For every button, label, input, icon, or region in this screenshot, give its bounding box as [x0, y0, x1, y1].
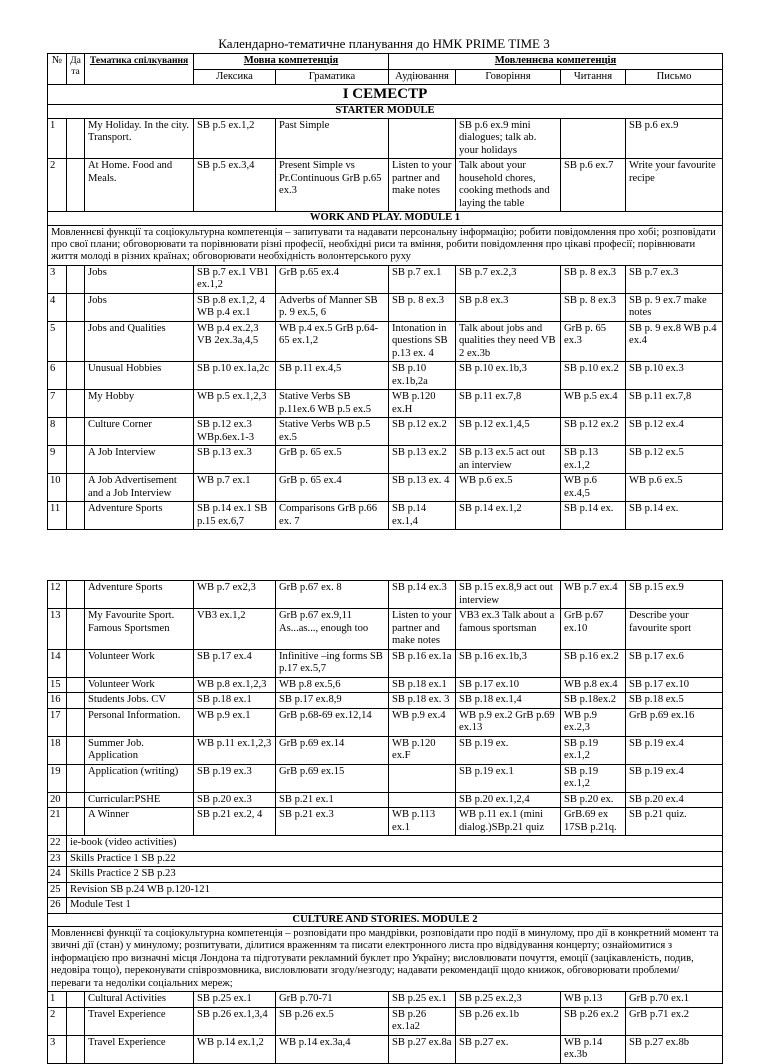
lexis-cell: WB p.7 ex.1: [194, 474, 276, 502]
topic-cell: Adventure Sports: [85, 581, 194, 609]
listening-cell: SB p.14 ex.1,4: [389, 502, 456, 530]
lexis-cell: SB p.14 ex.1 SB p.15 ex.6,7: [194, 502, 276, 530]
speaking-cell: SB p.26 ex.1b: [456, 1007, 561, 1035]
row-number: 3: [48, 265, 67, 293]
span-activity-cell: Skills Practice 1 SB p.22: [67, 851, 723, 867]
date-cell: [67, 792, 85, 808]
row-number: 24: [48, 867, 67, 883]
planning-table-page-2: [47, 580, 723, 1064]
header-speaking: Говоріння: [456, 69, 561, 85]
table-row: [48, 992, 723, 1008]
listening-cell: SB p.12 ex.2: [389, 418, 456, 446]
table-row: [48, 159, 723, 212]
date-cell: [67, 390, 85, 418]
reading-cell: SB p.26 ex.2: [561, 1007, 626, 1035]
listening-cell: Listen to your partner and make notes: [389, 159, 456, 212]
lexis-cell: SB p.5 ex.3,4: [194, 159, 276, 212]
topic-cell: Volunteer Work: [85, 677, 194, 693]
writing-cell: SB p.12 ex.4: [626, 418, 723, 446]
writing-cell: Write your favourite recipe: [626, 159, 723, 212]
writing-cell: SB p. 9 ex.8 WB p.4 ex.4: [626, 321, 723, 362]
reading-cell: SB p.14 ex.: [561, 502, 626, 530]
lexis-cell: SB p.8 ex.1,2, 4 WB p.4 ex.1: [194, 293, 276, 321]
module1-functions: Мовленнєві функції та соціокультурна компетенція – запитувати та надавати персональну інформацію; робити повідомлення про хобі; розповідати про свої плани; обговорювати та порівнювати різні професії, необхідні риси та вміння, робити повідомлення про цікаві професії; порівнювати життя молоді в різних країнах; обговорювати необхідність волонтерського руху: [48, 225, 723, 265]
document-title: Календарно-тематичне планування до НМК PRIME TIME 3: [218, 36, 550, 51]
table-row: [48, 581, 723, 609]
span-activity-cell: ie-book (video activities): [67, 836, 723, 852]
row-number: 2: [48, 1007, 67, 1035]
listening-cell: SB p. 8 ex.3: [389, 293, 456, 321]
writing-cell: GrB p.71 ex.2: [626, 1007, 723, 1035]
speaking-cell: Talk about your household chores, cooking methods and laying the table: [456, 159, 561, 212]
speaking-cell: SB p.14 ex.1,2: [456, 502, 561, 530]
table-row: [48, 1035, 723, 1063]
writing-cell: GrB p.70 ex.1: [626, 992, 723, 1008]
speaking-cell: SB p.17 ex.10: [456, 677, 561, 693]
reading-cell: WB p.14 ex.3b: [561, 1035, 626, 1063]
writing-cell: SB p.6 ex.9: [626, 118, 723, 159]
listening-cell: WB p.120 ex.F: [389, 736, 456, 764]
lexis-cell: VB3 ex.1,2: [194, 609, 276, 650]
topic-cell: Students Jobs. CV: [85, 693, 194, 709]
lexis-cell: SB p.21 ex.2, 4: [194, 808, 276, 836]
reading-cell: GrB p.67 ex.10: [561, 609, 626, 650]
topic-cell: My Holiday. In the city. Transport.: [85, 118, 194, 159]
date-cell: [67, 581, 85, 609]
writing-cell: SB p.10 ex.3: [626, 362, 723, 390]
grammar-cell: Adverbs of Manner SB p. 9 ex.5, 6: [276, 293, 389, 321]
date-cell: [67, 764, 85, 792]
speaking-cell: WB p.9 ex.2 GrB p.69 ex.13: [456, 708, 561, 736]
grammar-cell: GrB p. 65 ex.5: [276, 446, 389, 474]
grammar-cell: Infinitive –ing forms SB p.17 ex.5,7: [276, 649, 389, 677]
lexis-cell: SB p.13 ex.3: [194, 446, 276, 474]
speaking-cell: SB p.27 ex.: [456, 1035, 561, 1063]
reading-cell: SB p.19 ex.1,2: [561, 764, 626, 792]
writing-cell: SB p.21 quiz.: [626, 808, 723, 836]
row-number: 5: [48, 321, 67, 362]
row-number: 18: [48, 736, 67, 764]
date-cell: [67, 159, 85, 212]
topic-cell: Curricular:PSHE: [85, 792, 194, 808]
date-cell: [67, 118, 85, 159]
table-row: [48, 118, 723, 159]
planning-table-page-1: [47, 53, 723, 530]
speaking-cell: SB p.10 ex.1b,3: [456, 362, 561, 390]
speaking-cell: SB p.15 ex.8,9 act out interview: [456, 581, 561, 609]
listening-cell: SB p.10 ex.1b,2a: [389, 362, 456, 390]
topic-cell: Culture Corner: [85, 418, 194, 446]
speaking-cell: SB p.16 ex.1b,3: [456, 649, 561, 677]
speaking-cell: SB p.11 ex.7,8: [456, 390, 561, 418]
writing-cell: Describe your favourite sport: [626, 609, 723, 650]
lexis-cell: SB p.17 ex.4: [194, 649, 276, 677]
listening-cell: WB p.120 ex.H: [389, 390, 456, 418]
topic-cell: A Job Interview: [85, 446, 194, 474]
topic-cell: At Home. Food and Meals.: [85, 159, 194, 212]
speaking-cell: VB3 ex.3 Talk about a famous sportsman: [456, 609, 561, 650]
listening-cell: SB p.26 ex.1a2: [389, 1007, 456, 1035]
row-number: 21: [48, 808, 67, 836]
listening-cell: [389, 792, 456, 808]
module2-title: CULTURE AND STORIES. MODULE 2: [48, 913, 723, 927]
writing-cell: SB p.11 ex.7,8: [626, 390, 723, 418]
reading-cell: WB p.5 ex.4: [561, 390, 626, 418]
table-row: [48, 265, 723, 293]
listening-cell: SB p.27 ex.8a: [389, 1035, 456, 1063]
date-cell: [67, 808, 85, 836]
row-number: 6: [48, 362, 67, 390]
row-number: 23: [48, 851, 67, 867]
listening-cell: SB p.7 ex.1: [389, 265, 456, 293]
date-cell: [67, 609, 85, 650]
speaking-cell: SB p.8 ex.3: [456, 293, 561, 321]
lexis-cell: WB p.5 ex.1,2,3: [194, 390, 276, 418]
date-cell: [67, 265, 85, 293]
table-row: [48, 836, 723, 852]
date-cell: [67, 474, 85, 502]
reading-cell: GrB p. 65 ex.3: [561, 321, 626, 362]
listening-cell: SB p.25 ex.1: [389, 992, 456, 1008]
module2-title-row: [48, 913, 723, 927]
table-row: [48, 474, 723, 502]
table-row: [48, 693, 723, 709]
reading-cell: WB p.6 ex.4,5: [561, 474, 626, 502]
table-row: [48, 502, 723, 530]
writing-cell: SB p.20 ex.4: [626, 792, 723, 808]
span-activity-cell: Skills Practice 2 SB p.23: [67, 867, 723, 883]
topic-cell: My Favourite Sport. Famous Sportsmen: [85, 609, 194, 650]
header-number: №: [48, 54, 67, 85]
speaking-cell: SB p.12 ex.1,4,5: [456, 418, 561, 446]
date-cell: [67, 708, 85, 736]
grammar-cell: GrB p.70-71: [276, 992, 389, 1008]
grammar-cell: SB p.26 ex.5: [276, 1007, 389, 1035]
grammar-cell: SB p.11 ex.4,5: [276, 362, 389, 390]
table-row: [48, 293, 723, 321]
topic-cell: Travel Experience: [85, 1007, 194, 1035]
table-row: [48, 764, 723, 792]
row-number: 17: [48, 708, 67, 736]
row-number: 26: [48, 898, 67, 914]
date-cell: [67, 362, 85, 390]
reading-cell: SB p.18ex.2: [561, 693, 626, 709]
topic-cell: Jobs and Qualities: [85, 321, 194, 362]
table-row: [48, 808, 723, 836]
topic-cell: Cultural Activities: [85, 992, 194, 1008]
row-number: 1: [48, 992, 67, 1008]
row-number: 2: [48, 159, 67, 212]
header-listening: Аудіювання: [389, 69, 456, 85]
speaking-cell: SB p.13 ex.5 act out an interview: [456, 446, 561, 474]
listening-cell: SB p.18 ex. 3: [389, 693, 456, 709]
listening-cell: SB p.16 ex.1a: [389, 649, 456, 677]
date-cell: [67, 321, 85, 362]
date-cell: [67, 992, 85, 1008]
listening-cell: WB p.113 ex.1: [389, 808, 456, 836]
listening-cell: Intonation in questions SB p.13 ex. 4: [389, 321, 456, 362]
row-number: 8: [48, 418, 67, 446]
grammar-cell: SB p.21 ex.3: [276, 808, 389, 836]
header-date: Да та: [67, 54, 85, 85]
topic-cell: Personal Information.: [85, 708, 194, 736]
writing-cell: GrB p.69 ex.16: [626, 708, 723, 736]
writing-cell: SB p.27 ex.8b: [626, 1035, 723, 1063]
table-row: [48, 867, 723, 883]
header-speech-competence: Мовленнєва компетенція: [389, 54, 723, 70]
writing-cell: SB p.18 ex.5: [626, 693, 723, 709]
header-row-1: [48, 54, 723, 70]
header-topic: Тематика спілкування: [85, 54, 194, 85]
table-row: [48, 898, 723, 914]
table-row: [48, 390, 723, 418]
lexis-cell: WB p.14 ex.1,2: [194, 1035, 276, 1063]
table-row: [48, 677, 723, 693]
starter-module-title-row: [48, 105, 723, 119]
grammar-cell: GrB p.69 ex.15: [276, 764, 389, 792]
row-number: 3: [48, 1035, 67, 1063]
module1-title-row: [48, 212, 723, 226]
lexis-cell: WB p.8 ex.1,2,3: [194, 677, 276, 693]
grammar-cell: GrB p.68-69 ex.12,14: [276, 708, 389, 736]
writing-cell: SB p.7 ex.3: [626, 265, 723, 293]
date-cell: [67, 1035, 85, 1063]
reading-cell: WB p.8 ex.4: [561, 677, 626, 693]
grammar-cell: WB p.4 ex.5 GrB p.64-65 ex.1,2: [276, 321, 389, 362]
listening-cell: SB p.13 ex. 4: [389, 474, 456, 502]
grammar-cell: WB p.14 ex.3a,4: [276, 1035, 389, 1063]
grammar-cell: GrB p.67 ex.9,11 As...as..., enough too: [276, 609, 389, 650]
lexis-cell: SB p.19 ex.3: [194, 764, 276, 792]
lexis-cell: SB p.5 ex.1,2: [194, 118, 276, 159]
speaking-cell: SB p.19 ex.1: [456, 764, 561, 792]
listening-cell: WB p.9 ex.4: [389, 708, 456, 736]
reading-cell: SB p.12 ex.2: [561, 418, 626, 446]
writing-cell: SB p.12 ex.5: [626, 446, 723, 474]
listening-cell: [389, 764, 456, 792]
grammar-cell: WB p.8 ex.5,6: [276, 677, 389, 693]
row-number: 14: [48, 649, 67, 677]
topic-cell: Volunteer Work: [85, 649, 194, 677]
speaking-cell: SB p.6 ex.9 mini dialogues; talk ab. your holidays: [456, 118, 561, 159]
semester-title-row: [48, 85, 723, 105]
lexis-cell: WB p.7 ex2,3: [194, 581, 276, 609]
row-number: 9: [48, 446, 67, 474]
header-lexis: Лексика: [194, 69, 276, 85]
table-row: [48, 882, 723, 898]
header-writing: Письмо: [626, 69, 723, 85]
writing-cell: SB p. 9 ex.7 make notes: [626, 293, 723, 321]
table-row: [48, 321, 723, 362]
speaking-cell: SB p.25 ex.2,3: [456, 992, 561, 1008]
speaking-cell: SB p.18 ex.1,4: [456, 693, 561, 709]
topic-cell: A Winner: [85, 808, 194, 836]
lexis-cell: SB p.7 ex.1 VB1 ex.1,2: [194, 265, 276, 293]
date-cell: [67, 293, 85, 321]
topic-cell: Adventure Sports: [85, 502, 194, 530]
table-row: [48, 649, 723, 677]
grammar-cell: SB p.21 ex.1: [276, 792, 389, 808]
speaking-cell: WB p.6 ex.5: [456, 474, 561, 502]
grammar-cell: GrB p.69 ex.14: [276, 736, 389, 764]
reading-cell: [561, 118, 626, 159]
reading-cell: SB p.20 ex.: [561, 792, 626, 808]
reading-cell: WB p.9 ex.2,3: [561, 708, 626, 736]
table-row: [48, 362, 723, 390]
writing-cell: SB p.17 ex.10: [626, 677, 723, 693]
speaking-cell: Talk about jobs and qualities they need VB 2 ex.3b: [456, 321, 561, 362]
row-number: 15: [48, 677, 67, 693]
reading-cell: SB p.19 ex.1,2: [561, 736, 626, 764]
row-number: 22: [48, 836, 67, 852]
topic-cell: Travel Experience: [85, 1035, 194, 1063]
row-number: 10: [48, 474, 67, 502]
module2-functions: Мовленнєві функції та соціокультурна компетенція – розповідати про мандрівки, розповідати про події в минулому, про дії в конкретний момент та звичні дії (стан) у минулому; розпитувати, ділитися враженням та писати електронного листа про відвідування концерту; ознайомитися з інформацією про визначні місця Лондона та підготувати рекламний буклет про Україну; висловлювати почуття, емоції (зацікавленість, подив, недовіра тощо), переконувати співрозмовника, висловлювати згоду/незгоду; надавати рекомендації щодо книжок, обговорювати проблеми/переваги та недоліки соціальних мереж;: [48, 927, 723, 992]
row-number: 19: [48, 764, 67, 792]
topic-cell: Summer Job. Application: [85, 736, 194, 764]
reading-cell: GrB.69 ex 17SB p.21q.: [561, 808, 626, 836]
grammar-cell: Past Simple: [276, 118, 389, 159]
row-number: 12: [48, 581, 67, 609]
module1-functions-row: [48, 225, 723, 265]
reading-cell: SB p.6 ex.7: [561, 159, 626, 212]
lexis-cell: SB p.12 ex.3 WBp.6ex.1-3: [194, 418, 276, 446]
listening-cell: SB p.18 ex.1: [389, 677, 456, 693]
grammar-cell: GrB p.67 ex. 8: [276, 581, 389, 609]
date-cell: [67, 446, 85, 474]
module1-title: WORK AND PLAY. MODULE 1: [48, 212, 723, 226]
grammar-cell: Stative Verbs SB p.11ex.6 WB p.5 ex.5: [276, 390, 389, 418]
listening-cell: SB p.13 ex.2: [389, 446, 456, 474]
grammar-cell: GrB p.65 ex.4: [276, 265, 389, 293]
speaking-cell: SB p.19 ex.: [456, 736, 561, 764]
lexis-cell: SB p.10 ex.1a,2c: [194, 362, 276, 390]
lexis-cell: SB p.18 ex.1: [194, 693, 276, 709]
writing-cell: SB p.19 ex.4: [626, 736, 723, 764]
listening-cell: [389, 118, 456, 159]
date-cell: [67, 736, 85, 764]
starter-module-title: STARTER MODULE: [48, 105, 723, 119]
reading-cell: SB p.10 ex.2: [561, 362, 626, 390]
lexis-cell: WB p.4 ex.2,3 VB 2ex.3a,4,5: [194, 321, 276, 362]
reading-cell: SB p. 8 ex.3: [561, 265, 626, 293]
reading-cell: SB p.13 ex.1,2: [561, 446, 626, 474]
row-number: 1: [48, 118, 67, 159]
table-row: [48, 792, 723, 808]
lexis-cell: WB p.11 ex.1,2,3: [194, 736, 276, 764]
table-row: [48, 851, 723, 867]
writing-cell: SB p.17 ex.6: [626, 649, 723, 677]
row-number: 16: [48, 693, 67, 709]
header-language-competence: Мовна компетенція: [194, 54, 389, 70]
row-number: 20: [48, 792, 67, 808]
date-cell: [67, 693, 85, 709]
span-activity-cell: Module Test 1: [67, 898, 723, 914]
date-cell: [67, 1007, 85, 1035]
topic-cell: My Hobby: [85, 390, 194, 418]
grammar-cell: Comparisons GrB p.66 ex. 7: [276, 502, 389, 530]
header-reading: Читання: [561, 69, 626, 85]
date-cell: [67, 418, 85, 446]
topic-cell: Unusual Hobbies: [85, 362, 194, 390]
grammar-cell: Stative Verbs WB p.5 ex.5: [276, 418, 389, 446]
speaking-cell: WB p.11 ex.1 (mini dialog.)SBp.21 quiz: [456, 808, 561, 836]
lexis-cell: SB p.25 ex.1: [194, 992, 276, 1008]
reading-cell: WB p.13: [561, 992, 626, 1008]
row-number: 25: [48, 882, 67, 898]
row-number: 13: [48, 609, 67, 650]
table-row: [48, 446, 723, 474]
reading-cell: SB p.16 ex.2: [561, 649, 626, 677]
grammar-cell: SB p.17 ex.8,9: [276, 693, 389, 709]
writing-cell: SB p.15 ex.9: [626, 581, 723, 609]
table-row: [48, 609, 723, 650]
topic-cell: A Job Advertisement and a Job Interview: [85, 474, 194, 502]
date-cell: [67, 649, 85, 677]
header-grammar: Граматика: [276, 69, 389, 85]
topic-cell: Jobs: [85, 265, 194, 293]
listening-cell: Listen to your partner and make notes: [389, 609, 456, 650]
table-row: [48, 418, 723, 446]
row-number: 4: [48, 293, 67, 321]
grammar-cell: GrB p. 65 ex.4: [276, 474, 389, 502]
table-row: [48, 708, 723, 736]
lexis-cell: SB p.20 ex.3: [194, 792, 276, 808]
lexis-cell: SB p.26 ex.1,3,4: [194, 1007, 276, 1035]
speaking-cell: SB p.20 ex.1,2,4: [456, 792, 561, 808]
table-row: [48, 736, 723, 764]
topic-cell: Jobs: [85, 293, 194, 321]
span-activity-cell: Revision SB p.24 WB p.120-121: [67, 882, 723, 898]
row-number: 7: [48, 390, 67, 418]
table-row: [48, 1007, 723, 1035]
reading-cell: SB p. 8 ex.3: [561, 293, 626, 321]
writing-cell: WB p.6 ex.5: [626, 474, 723, 502]
writing-cell: SB p.19 ex.4: [626, 764, 723, 792]
reading-cell: WB p.7 ex.4: [561, 581, 626, 609]
semester-title: І СЕМЕСТР: [48, 85, 723, 105]
date-cell: [67, 502, 85, 530]
listening-cell: SB p.14 ex.3: [389, 581, 456, 609]
grammar-cell: Present Simple vs Pr.Continuous GrB p.65 ex.3: [276, 159, 389, 212]
writing-cell: SB p.14 ex.: [626, 502, 723, 530]
module2-functions-row: [48, 927, 723, 992]
row-number: 11: [48, 502, 67, 530]
speaking-cell: SB p.7 ex.2,3: [456, 265, 561, 293]
topic-cell: Application (writing): [85, 764, 194, 792]
lexis-cell: WB p.9 ex.1: [194, 708, 276, 736]
date-cell: [67, 677, 85, 693]
